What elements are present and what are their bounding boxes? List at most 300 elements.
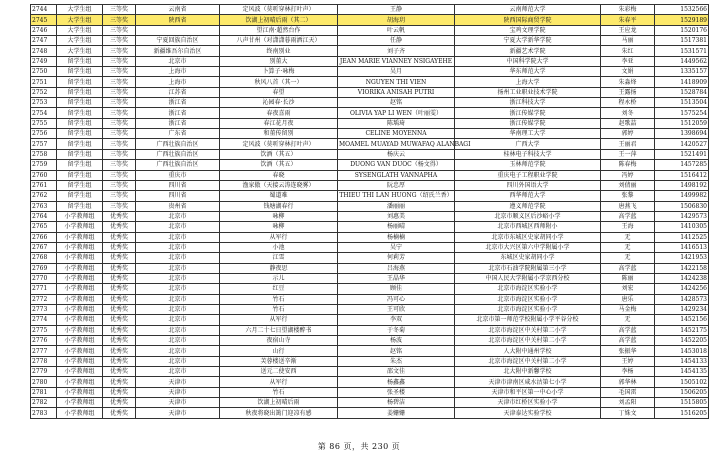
- region-cell: 北京市: [136, 356, 220, 366]
- group-cell: 留学生组: [57, 191, 103, 201]
- table-row: [31, 67, 709, 77]
- poem-title-cell: 山行: [220, 346, 338, 356]
- school-cell: 陕西国际商贸学院: [455, 15, 601, 25]
- participant-name-cell: 赵铭: [338, 346, 455, 356]
- school-cell: 中国人民大学附属小学京西分校: [455, 273, 601, 283]
- instructor-cell: 朱春平: [601, 15, 655, 25]
- entry-id-cell: 2757: [31, 139, 57, 149]
- award-cell: 三等奖: [103, 46, 136, 56]
- poem-title-cell: 饮湖上初晴后雨: [220, 398, 338, 408]
- instructor-cell: 王应龙: [601, 25, 655, 35]
- poem-title-cell: 从军行: [220, 377, 338, 387]
- group-cell: 留学生组: [57, 129, 103, 139]
- group-cell: 留学生组: [57, 67, 103, 77]
- region-cell: 北京市: [136, 211, 220, 221]
- group-cell: 留学生组: [57, 149, 103, 159]
- participant-name-cell: OLIVIA YAP LI WEN（叶丽雯）: [338, 108, 455, 118]
- poem-title-cell: 春夜喜雨: [220, 108, 338, 118]
- school-cell: 遵义师范学院: [455, 201, 601, 211]
- work-code-cell: 1505102: [655, 377, 709, 387]
- work-code-cell: 1520176: [655, 25, 709, 35]
- group-cell: 大学生组: [57, 5, 103, 15]
- instructor-cell: 王一萍: [601, 149, 655, 159]
- entry-id-cell: 2758: [31, 149, 57, 159]
- entry-id-cell: 2780: [31, 377, 57, 387]
- table-row: [31, 56, 709, 66]
- poem-title-cell: 咏柳: [220, 211, 338, 221]
- poem-title-cell: 送元二使安西: [220, 367, 338, 377]
- table-row: [31, 232, 709, 242]
- participant-name-cell: 叶云帆: [338, 25, 455, 35]
- work-code-cell: 1429234: [655, 304, 709, 314]
- region-cell: 天津市: [136, 408, 220, 418]
- region-cell: 广东省: [136, 129, 220, 139]
- award-cell: 优秀奖: [103, 315, 136, 325]
- region-cell: 北京市: [136, 253, 220, 263]
- school-cell: 浙江传媒学院: [455, 108, 601, 118]
- group-cell: 小学教师组: [57, 325, 103, 335]
- instructor-cell: 马丽: [601, 36, 655, 46]
- region-cell: 天津市: [136, 398, 220, 408]
- entry-id-cell: 2777: [31, 346, 57, 356]
- group-cell: 留学生组: [57, 201, 103, 211]
- school-cell: 桂林电子科技大学: [455, 149, 601, 159]
- award-cell: 优秀奖: [103, 346, 136, 356]
- participant-name-cell: 张圣楼: [338, 387, 455, 397]
- participant-name-cell: 李双: [338, 315, 455, 325]
- school-cell: 天津市津南区咸水沽第七小学: [455, 377, 601, 387]
- region-cell: 上海市: [136, 67, 220, 77]
- entry-id-cell: 2753: [31, 98, 57, 108]
- school-cell: 中国科学院大学: [455, 56, 601, 66]
- region-cell: 北京市: [136, 367, 220, 377]
- poem-title-cell: 红豆: [220, 284, 338, 294]
- group-cell: 小学教师组: [57, 294, 103, 304]
- region-cell: 重庆市: [136, 170, 220, 180]
- work-code-cell: 1457285: [655, 160, 709, 170]
- poem-title-cell: 定风波（莫听穿林打叶声）: [220, 139, 338, 149]
- entry-id-cell: 2783: [31, 408, 57, 418]
- table-row: [31, 201, 709, 211]
- instructor-cell: 高学蓝: [601, 336, 655, 346]
- entry-id-cell: 2754: [31, 108, 57, 118]
- instructor-cell: 朱彩梅: [601, 5, 655, 15]
- work-code-cell: 1516205: [655, 408, 709, 418]
- poem-title-cell: 静夜思: [220, 263, 338, 273]
- awards-table-body: [31, 5, 709, 419]
- instructor-cell: 李杨: [601, 367, 655, 377]
- poem-title-cell: 春晓: [220, 170, 338, 180]
- region-cell: 北京市: [136, 56, 220, 66]
- instructor-cell: 朱淼烽: [601, 77, 655, 87]
- school-cell: 天津市红桥区实验小学: [455, 398, 601, 408]
- participant-name-cell: 王可欣: [338, 304, 455, 314]
- table-row: [31, 387, 709, 397]
- school-cell: 北京市石油学院附属第三小学: [455, 263, 601, 273]
- instructor-cell: 冯婷: [601, 170, 655, 180]
- group-cell: 大学生组: [57, 46, 103, 56]
- region-cell: 江苏省: [136, 87, 220, 97]
- instructor-cell: 马金梅: [601, 304, 655, 314]
- table-row: [31, 211, 709, 221]
- table-row: [31, 170, 709, 180]
- work-code-cell: 1513504: [655, 98, 709, 108]
- school-cell: 北京市海淀区实验小学: [455, 294, 601, 304]
- participant-name-cell: 潘丽丽: [338, 201, 455, 211]
- school-cell: 天津市和平区第一中心小学: [455, 387, 601, 397]
- school-cell: 北京市大兴区第六中学附属小学: [455, 242, 601, 252]
- work-code-cell: 1521491: [655, 149, 709, 159]
- entry-id-cell: 2765: [31, 222, 57, 232]
- award-cell: 三等奖: [103, 5, 136, 15]
- table-row: [31, 315, 709, 325]
- instructor-cell: 唐燕飞: [601, 201, 655, 211]
- instructor-cell: 王露扬: [601, 87, 655, 97]
- group-cell: 留学生组: [57, 98, 103, 108]
- work-code-cell: 1452205: [655, 336, 709, 346]
- entry-id-cell: 2776: [31, 336, 57, 346]
- work-code-cell: 1410305: [655, 222, 709, 232]
- entry-id-cell: 2778: [31, 356, 57, 366]
- group-cell: 大学生组: [57, 25, 103, 35]
- participant-name-cell: THIEU THI LAN HUONG（绍氏兰香）: [339, 192, 453, 200]
- participant-name-cell: 王晶华: [338, 273, 455, 283]
- region-cell: 北京市: [136, 284, 220, 294]
- table-row: [31, 284, 709, 294]
- poem-title-cell: 六月二十七日望湖楼醉书: [220, 325, 338, 335]
- table-row: [31, 408, 709, 418]
- school-cell: 重庆电子工程职业学院: [455, 170, 601, 180]
- table-row: [31, 191, 709, 201]
- poem-title-cell: 终南别业: [220, 46, 338, 56]
- group-cell: 留学生组: [57, 139, 103, 149]
- work-code-cell: 1454133: [655, 356, 709, 366]
- group-cell: 小学教师组: [57, 211, 103, 221]
- poem-title-cell: 沁园春·长沙: [220, 98, 338, 108]
- region-cell: 广西壮族自治区: [136, 160, 220, 170]
- work-code-cell: 1424256: [655, 284, 709, 294]
- table-row: [31, 222, 709, 232]
- award-cell: 三等奖: [103, 98, 136, 108]
- entry-id-cell: 2761: [31, 180, 57, 190]
- instructor-cell: 赵歌喆: [601, 118, 655, 128]
- table-row: [31, 160, 709, 170]
- work-code-cell: 1452175: [655, 325, 709, 335]
- poem-title-cell: 蜀道难: [220, 191, 338, 201]
- group-cell: 小学教师组: [57, 273, 103, 283]
- poem-title-cell: 渔家傲（天接云涛连晓雾）: [220, 180, 338, 190]
- entry-id-cell: 2752: [31, 87, 57, 97]
- participant-name-cell: 任静: [338, 36, 455, 46]
- award-cell: 三等奖: [103, 180, 136, 190]
- award-cell: 三等奖: [103, 118, 136, 128]
- award-cell: 优秀奖: [103, 232, 136, 242]
- entry-id-cell: 2759: [31, 160, 57, 170]
- school-cell: 天津泰达实验学校: [455, 408, 601, 418]
- school-cell: 玉林师范学院: [455, 160, 601, 170]
- instructor-cell: 无: [601, 253, 655, 263]
- group-cell: 留学生组: [57, 160, 103, 170]
- participant-name-cell: 王静: [338, 5, 455, 15]
- work-code-cell: 1449562: [655, 56, 709, 66]
- school-cell: 云南师范大学: [455, 5, 601, 15]
- instructor-cell: 陈春梅: [601, 160, 655, 170]
- entry-id-cell: 2762: [31, 191, 57, 201]
- entry-id-cell: 2779: [31, 367, 57, 377]
- school-cell: 北京市海淀区中关村第二小学: [455, 356, 601, 366]
- poem-title-cell: 饮湖上初晴后雨（其二）: [220, 15, 338, 25]
- entry-id-cell: 2766: [31, 232, 57, 242]
- award-cell: 三等奖: [103, 36, 136, 46]
- award-cell: 三等奖: [103, 25, 136, 35]
- table-row: [31, 77, 709, 87]
- award-cell: 优秀奖: [103, 294, 136, 304]
- group-cell: 小学教师组: [57, 398, 103, 408]
- table-row: [31, 139, 709, 149]
- award-cell: 优秀奖: [103, 304, 136, 314]
- entry-id-cell: 2772: [31, 294, 57, 304]
- award-cell: 三等奖: [103, 77, 136, 87]
- work-code-cell: 1498192: [655, 180, 709, 190]
- award-cell: 三等奖: [103, 108, 136, 118]
- participant-name-cell: 刘惠美: [338, 211, 455, 221]
- region-cell: 广西壮族自治区: [136, 149, 220, 159]
- entry-id-cell: 2764: [31, 211, 57, 221]
- instructor-cell: 无: [601, 242, 655, 252]
- entry-id-cell: 2774: [31, 315, 57, 325]
- work-code-cell: 1335157: [655, 67, 709, 77]
- school-cell: 北京市东城区史家胡同小学: [455, 232, 601, 242]
- award-cell: 三等奖: [103, 15, 136, 25]
- instructor-cell: 刘冬: [601, 108, 655, 118]
- instructor-cell: 刘孟阳: [601, 398, 655, 408]
- table-row: [31, 325, 709, 335]
- work-code-cell: 1575254: [655, 108, 709, 118]
- region-cell: 北京市: [136, 273, 220, 283]
- school-cell: 北京市海淀区实验小学: [455, 284, 601, 294]
- poem-title-cell: 钱塘湖春行: [220, 201, 338, 211]
- group-cell: 小学教师组: [57, 263, 103, 273]
- award-cell: 三等奖: [103, 149, 136, 159]
- region-cell: 北京市: [136, 294, 220, 304]
- school-cell: 西华师范大学: [455, 191, 601, 201]
- school-cell: 东城区史家胡同小学: [455, 253, 601, 263]
- region-cell: 北京市: [136, 336, 220, 346]
- table-row: [31, 180, 709, 190]
- entry-id-cell: 2763: [31, 201, 57, 211]
- work-code-cell: 1429573: [655, 211, 709, 221]
- poem-title-cell: 竹石: [220, 387, 338, 397]
- participant-name-cell: 杨庆云: [338, 149, 455, 159]
- poem-title-cell: 定风波（莫听穿林打叶声）: [220, 5, 338, 15]
- participant-name-cell: 吴月: [338, 67, 455, 77]
- region-cell: 四川省: [136, 191, 220, 201]
- region-cell: 北京市: [136, 222, 220, 232]
- school-cell: 北京市顺义区后沙峪小学: [455, 211, 601, 221]
- participant-name-cell: CELINE MOYENNA: [338, 129, 455, 139]
- work-code-cell: 1424238: [655, 273, 709, 283]
- participant-name-cell: 冯可心: [338, 294, 455, 304]
- work-code-cell: 1420527: [655, 139, 709, 149]
- participant-name-cell: MOAMEL MUAYAD MUWAFAQ ALANBAGI: [339, 140, 471, 148]
- group-cell: 小学教师组: [57, 222, 103, 232]
- region-cell: 广西壮族自治区: [136, 139, 220, 149]
- school-cell: 广西大学: [455, 139, 601, 149]
- table-row: [31, 367, 709, 377]
- group-cell: 留学生组: [57, 77, 103, 87]
- group-cell: 小学教师组: [57, 284, 103, 294]
- work-code-cell: 1454135: [655, 367, 709, 377]
- award-cell: 优秀奖: [103, 273, 136, 283]
- entry-id-cell: 2745: [31, 15, 57, 25]
- award-cell: 优秀奖: [103, 242, 136, 252]
- award-cell: 优秀奖: [103, 367, 136, 377]
- table-row: [31, 253, 709, 263]
- table-row-highlighted: [31, 15, 709, 25]
- entry-id-cell: 2773: [31, 304, 57, 314]
- poem-title-cell: 别董大: [220, 56, 338, 66]
- poem-title-cell: 秋夜将晓出篱门迎凉有感: [220, 408, 338, 418]
- awards-table: [30, 4, 709, 419]
- instructor-cell: 陈丽: [601, 273, 655, 283]
- region-cell: [136, 25, 220, 35]
- entry-id-cell: 2781: [31, 387, 57, 397]
- award-cell: 优秀奖: [103, 222, 136, 232]
- participant-name-cell: 顾佳: [338, 284, 455, 294]
- participant-name-cell: 杨丽晴: [338, 222, 455, 232]
- entry-id-cell: 2782: [31, 398, 57, 408]
- poem-title-cell: 小池: [220, 242, 338, 252]
- school-cell: 扬州工业职业技术学院: [455, 87, 601, 97]
- region-cell: 浙江省: [136, 108, 220, 118]
- school-cell: 浙江传媒学院: [455, 118, 601, 128]
- poem-title-cell: 秋风八首（其一）: [220, 77, 338, 87]
- award-cell: 优秀奖: [103, 253, 136, 263]
- school-cell: 北大附中新馨学校: [455, 367, 601, 377]
- group-cell: 大学生组: [57, 15, 103, 25]
- work-code-cell: 1412525: [655, 232, 709, 242]
- instructor-cell: 毛国雷: [601, 387, 655, 397]
- entry-id-cell: 2768: [31, 253, 57, 263]
- region-cell: 上海市: [136, 77, 220, 87]
- group-cell: 留学生组: [57, 87, 103, 97]
- table-row: [31, 336, 709, 346]
- school-cell: 华东师范大学: [455, 67, 601, 77]
- table-row: [31, 273, 709, 283]
- entry-id-cell: 2749: [31, 56, 57, 66]
- group-cell: 小学教师组: [57, 408, 103, 418]
- school-cell: 新疆艺术学院: [455, 46, 601, 56]
- award-cell: 优秀奖: [103, 398, 136, 408]
- table-row: [31, 25, 709, 35]
- participant-name-cell: 胡海玥: [338, 15, 455, 25]
- instructor-cell: 郭华林: [601, 377, 655, 387]
- table-row: [31, 108, 709, 118]
- entry-id-cell: 2760: [31, 170, 57, 180]
- participant-name-cell: JEAN MARIE VIANNEY NSIGAYEHE: [338, 56, 455, 66]
- group-cell: 小学教师组: [57, 346, 103, 356]
- school-cell: 上海大学: [455, 77, 601, 87]
- award-cell: 三等奖: [103, 67, 136, 77]
- work-code-cell: 1531571: [655, 46, 709, 56]
- school-cell: 北京市西城区西师附小: [455, 222, 601, 232]
- instructor-cell: 高学蓝: [601, 211, 655, 221]
- poem-title-cell: 春江花月夜: [220, 118, 338, 128]
- participant-name-cell: 杨波: [338, 336, 455, 346]
- group-cell: 留学生组: [57, 180, 103, 190]
- award-cell: 优秀奖: [103, 377, 136, 387]
- work-code-cell: 1452156: [655, 315, 709, 325]
- work-code-cell: 1428573: [655, 294, 709, 304]
- region-cell: 浙江省: [136, 98, 220, 108]
- poem-title-cell: 卜算子·咏梅: [220, 67, 338, 77]
- work-code-cell: 1516412: [655, 170, 709, 180]
- school-cell: 宝鸡文理学院: [455, 25, 601, 35]
- work-code-cell: 1506205: [655, 387, 709, 397]
- entry-id-cell: 2744: [31, 5, 57, 15]
- table-row: [31, 346, 709, 356]
- instructor-cell: 王婷: [601, 356, 655, 366]
- poem-title-cell: 竹石: [220, 294, 338, 304]
- table-row: [31, 294, 709, 304]
- entry-id-cell: 2770: [31, 273, 57, 283]
- instructor-cell: 高学蓝: [601, 263, 655, 273]
- table-row: [31, 377, 709, 387]
- region-cell: 宁夏回族自治区: [136, 36, 220, 46]
- work-code-cell: 1422158: [655, 263, 709, 273]
- participant-name-cell: DUONG VAN DUOC（杨文得）: [338, 160, 455, 170]
- group-cell: 小学教师组: [57, 356, 103, 366]
- poem-title-cell: 从军行: [220, 232, 338, 242]
- poem-title-cell: 从军行: [220, 315, 338, 325]
- work-code-cell: 1529189: [655, 15, 709, 25]
- participant-name-cell: 姜姗姗: [338, 408, 455, 418]
- entry-id-cell: 2748: [31, 46, 57, 56]
- participant-name-cell: 杨碧洁: [338, 398, 455, 408]
- group-cell: 留学生组: [57, 56, 103, 66]
- instructor-cell: 李亚: [601, 56, 655, 66]
- region-cell: 新疆维吾尔自治区: [136, 46, 220, 56]
- instructor-cell: 朱红: [601, 46, 655, 56]
- entry-id-cell: 2746: [31, 25, 57, 35]
- region-cell: 贵州省: [136, 201, 220, 211]
- work-code-cell: 1528784: [655, 87, 709, 97]
- table-row: [31, 5, 709, 15]
- work-code-cell: 1506830: [655, 201, 709, 211]
- table-row: [31, 263, 709, 273]
- region-cell: 北京市: [136, 263, 220, 273]
- group-cell: 小学教师组: [57, 387, 103, 397]
- table-row: [31, 46, 709, 56]
- region-cell: 北京市: [136, 346, 220, 356]
- table-row: [31, 356, 709, 366]
- group-cell: 小学教师组: [57, 367, 103, 377]
- participant-name-cell: 赵铭: [338, 98, 455, 108]
- award-cell: 三等奖: [103, 191, 136, 201]
- table-row: [31, 98, 709, 108]
- instructor-cell: 无: [601, 232, 655, 242]
- work-code-cell: 1499982: [655, 191, 709, 201]
- group-cell: 小学教师组: [57, 304, 103, 314]
- participant-name-cell: SYSENGLATH VANNAPHA: [338, 170, 455, 180]
- poem-title-cell: 和董传留别: [220, 129, 338, 139]
- entry-id-cell: 2775: [31, 325, 57, 335]
- group-cell: 留学生组: [57, 118, 103, 128]
- group-cell: 小学教师组: [57, 315, 103, 325]
- table-row: [31, 242, 709, 252]
- participant-name-cell: 陈瑀琦: [338, 118, 455, 128]
- participant-name-cell: 阮忠厚: [338, 180, 455, 190]
